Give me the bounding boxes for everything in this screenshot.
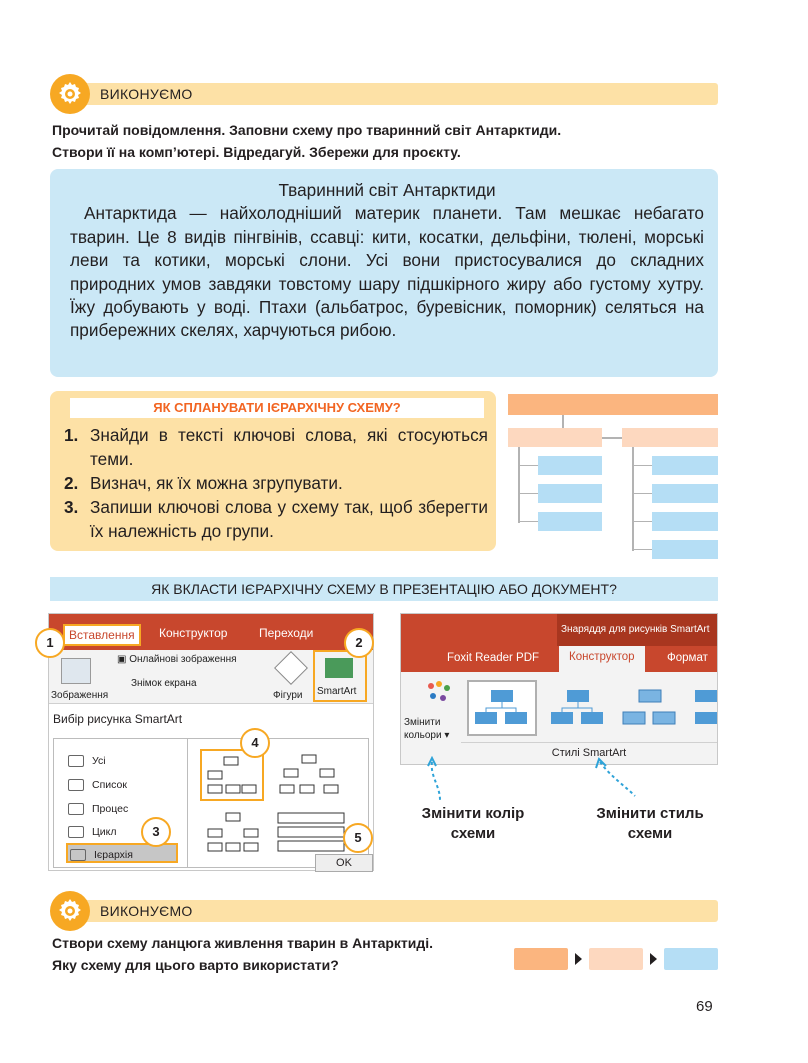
text-box-antarctica — [50, 169, 718, 377]
hierarchy-icon — [70, 849, 86, 861]
dialog-title: Вибір рисунка SmartArt — [53, 712, 183, 726]
smartart-dialog — [53, 738, 369, 868]
hierarchy-leaf-box — [652, 456, 718, 475]
shapes-icon[interactable] — [274, 651, 308, 685]
badge-3: 3 — [141, 817, 171, 847]
plan-step: 2. Визнач, як їх можна згрупувати. — [64, 473, 343, 493]
gear-icon — [50, 891, 90, 931]
category-list-item[interactable]: Список — [68, 775, 127, 795]
online-images-button[interactable]: ▣ Онлайнові зображення — [117, 654, 237, 665]
badge-4: 4 — [240, 728, 270, 758]
badge-2: 2 — [344, 628, 374, 658]
chain-box — [589, 948, 643, 970]
ribbon-tabs — [401, 614, 717, 672]
ok-button[interactable]: OK — [315, 854, 373, 872]
smartart-icon — [325, 658, 353, 678]
plan-step: 3. Запиши ключові слова у схему так, щоб зберегти їх належність до групи. — [64, 497, 488, 541]
task-1-line-2: Створи її на комп’ютері. Відредагуй. Збережи для проєкту. — [52, 144, 461, 160]
hierarchy-top-box — [508, 394, 718, 415]
smartart-label: SmartArt — [317, 686, 357, 697]
section-label: ВИКОНУЄМО — [100, 86, 193, 102]
category-process[interactable]: Процес — [68, 799, 128, 819]
caption-change-color: Змінити колір схеми — [421, 805, 525, 842]
hierarchy-leaf-box — [652, 512, 718, 531]
plan-heading: ЯК СПЛАНУВАТИ ІЄРАРХІЧНУ СХЕМУ? — [70, 398, 484, 418]
tab-format[interactable]: Формат — [667, 652, 708, 664]
gear-icon — [50, 74, 90, 114]
badge-1: 1 — [35, 628, 65, 658]
images-button[interactable]: Зображення — [51, 690, 109, 701]
badge-5: 5 — [343, 823, 373, 853]
task-2-line-2: Яку схему для цього варто використати? — [52, 957, 339, 973]
hierarchy-group-box — [508, 428, 602, 447]
tab-design[interactable]: Конструктор — [159, 626, 228, 640]
category-hierarchy[interactable]: Ієрархія — [66, 843, 178, 863]
all-icon — [68, 755, 84, 767]
style-option-selected[interactable] — [467, 680, 537, 736]
hierarchy-layout-icon[interactable] — [274, 809, 354, 859]
text-title: Тваринний світ Антарктиди — [278, 180, 496, 200]
ribbon-tabs — [49, 614, 373, 650]
cycle-icon — [68, 826, 84, 838]
hierarchy-leaf-box — [652, 484, 718, 503]
task-1-line-1: Прочитай повідомлення. Заповни схему про тваринний світ Антарктиди. — [52, 122, 562, 138]
task-2-line-1: Створи схему ланцюга живлення тварин в Антарктиді. — [52, 935, 434, 951]
style-option[interactable] — [617, 686, 683, 732]
arrow-right-icon — [575, 953, 582, 965]
question-bar: ЯК ВКЛАСТИ ІЄРАРХІЧНУ СХЕМУ В ПРЕЗЕНТАЦІЮ АБО ДОКУМЕНТ? — [50, 577, 718, 601]
ribbon-body — [49, 650, 373, 704]
tab-insert[interactable]: Вставлення — [63, 624, 141, 646]
section-bar-doing — [52, 900, 718, 922]
task-2 — [52, 932, 433, 976]
screenshot-smartart-design — [400, 613, 718, 765]
style-option[interactable] — [545, 686, 611, 732]
caption-change-style: Змінити стиль схеми — [596, 805, 704, 842]
chain-box — [514, 948, 568, 970]
tools-label: Знаряддя для рисунків SmartArt — [557, 614, 717, 646]
task-1 — [52, 119, 561, 163]
styles-label: Стилі SmartArt — [461, 742, 717, 759]
hierarchy-leaf-box — [652, 540, 718, 559]
hierarchy-leaf-box — [538, 512, 602, 531]
picture-icon[interactable] — [61, 658, 91, 684]
org-chart-icon — [202, 751, 262, 799]
screenshot-insert-smartart — [48, 613, 374, 871]
pointer-arrows — [400, 756, 660, 806]
screenshot-button[interactable]: Знімок екрана — [131, 678, 197, 689]
page-number: 69 — [696, 998, 713, 1015]
section-bar-doing — [52, 83, 718, 105]
category-cycle[interactable]: Цикл — [68, 822, 116, 842]
section-label: ВИКОНУЄМО — [100, 903, 193, 919]
hierarchy-leaf-box — [538, 484, 602, 503]
plan-steps — [64, 423, 488, 543]
hierarchy-leaf-box — [538, 456, 602, 475]
arrow-right-icon — [650, 953, 657, 965]
palette-icon[interactable] — [423, 680, 453, 708]
plan-step: 1. Знайди в тексті ключові слова, які стосуються теми. — [64, 425, 488, 469]
tab-foxit[interactable]: Foxit Reader PDF — [447, 652, 540, 664]
category-all[interactable]: Усі — [68, 751, 106, 771]
text-body: Антарктида — найхолодніший материк планети. Там мешкає небагато тварин. Це 8 видів пінгвінів, ссавці: кити, косатки, дельфіни, тюлені, морські леви та котики, морські слони. Усі вони пристосувалися до складних природних умов завдяки товстому шару підшкірного жиру або густому хутру. Їжу добувають у воді. Птахи (альбатрос, буревісник, поморник) селяться на прибережних скелях, харчуються рибою. — [70, 203, 704, 341]
plan-box — [50, 391, 496, 551]
hierarchy-group-box — [622, 428, 718, 447]
hierarchy-layout-icon[interactable] — [276, 751, 346, 801]
shapes-button[interactable]: Фігури — [273, 690, 303, 701]
category-list — [54, 739, 188, 867]
style-option[interactable] — [689, 686, 718, 732]
hierarchy-layout-icon[interactable] — [204, 809, 264, 859]
tab-design[interactable]: Конструктор — [559, 646, 645, 672]
change-colors-button[interactable]: Змінити кольори ▾ — [404, 717, 450, 741]
process-icon — [68, 803, 84, 815]
chain-box — [664, 948, 718, 970]
tab-transitions[interactable]: Переходи — [259, 626, 314, 640]
list-icon — [68, 779, 84, 791]
